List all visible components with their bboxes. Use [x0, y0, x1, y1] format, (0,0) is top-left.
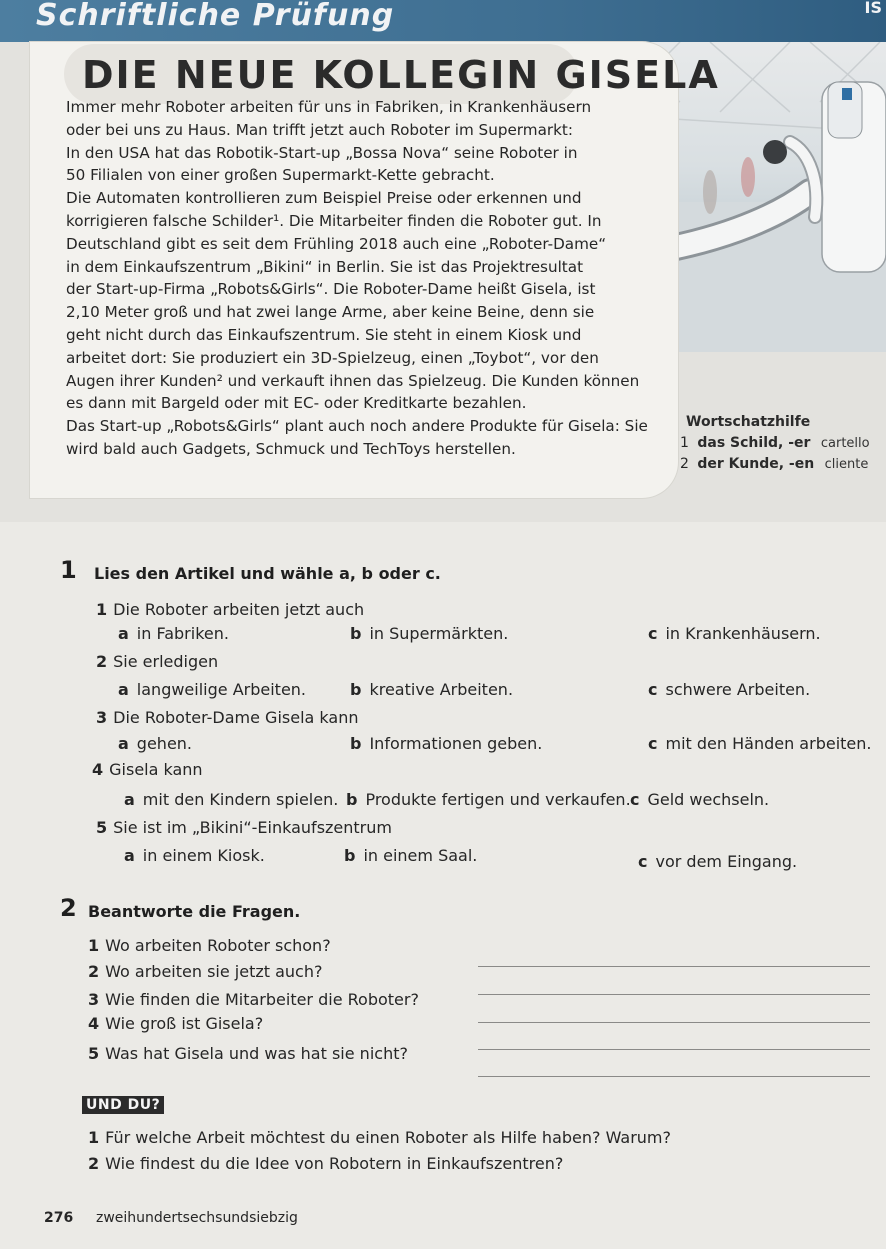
- vocabulary-title: Wortschatzhilfe: [686, 414, 811, 430]
- option-letter: a: [118, 680, 129, 699]
- header-bar: [0, 0, 886, 42]
- article-line: Augen ihrer Kunden² und verkauft ihnen das Spielzeug. Die Kunden können: [66, 371, 640, 390]
- option-letter: a: [118, 624, 129, 643]
- option-b[interactable]: [344, 846, 477, 865]
- question-text: Gisela kann: [109, 760, 203, 779]
- question-number: 2: [88, 962, 100, 981]
- option-c[interactable]: [630, 790, 769, 809]
- vocabulary-item: [680, 435, 880, 451]
- option-a[interactable]: [118, 734, 192, 753]
- vocabulary-translation: cliente: [824, 457, 869, 472]
- exercise-2-instruction: Beantworte die Fragen.: [88, 902, 301, 921]
- option-c[interactable]: [648, 734, 871, 753]
- question-text: Sie erledigen: [113, 652, 219, 671]
- question-number: 4: [92, 760, 104, 779]
- vocabulary-item: [680, 456, 880, 472]
- question-number: 5: [96, 818, 108, 837]
- exercise-2-question: [88, 936, 331, 955]
- answer-line[interactable]: [478, 994, 870, 995]
- option-text: Informationen geben.: [369, 734, 543, 753]
- option-c[interactable]: [648, 624, 821, 643]
- question-text: Die Roboter arbeiten jetzt auch: [113, 600, 365, 619]
- option-letter: a: [124, 846, 135, 865]
- option-text: in Supermärkten.: [369, 624, 509, 643]
- answer-line[interactable]: [478, 1049, 870, 1050]
- exercise-1-question: [96, 818, 392, 837]
- vocabulary-german: der Kunde, -en: [697, 456, 815, 472]
- option-letter: c: [630, 790, 640, 809]
- option-a[interactable]: [124, 846, 265, 865]
- page-number: 276: [44, 1210, 74, 1226]
- option-a[interactable]: [118, 624, 229, 643]
- exercise-2-question: [88, 1044, 408, 1063]
- question-number: 4: [88, 1014, 100, 1033]
- exercise-1-instruction: Lies den Artikel und wähle a, b oder c.: [94, 564, 441, 583]
- article-body: [66, 96, 648, 461]
- vocabulary-german: das Schild, -er: [697, 435, 811, 451]
- und-du-question: [88, 1154, 563, 1173]
- option-text: Geld wechseln.: [647, 790, 770, 809]
- option-b[interactable]: [346, 790, 631, 809]
- option-a[interactable]: [124, 790, 338, 809]
- exercise-1-question: [96, 600, 364, 619]
- vocabulary-number: 1: [680, 435, 689, 451]
- exercise-1-question: [92, 760, 203, 779]
- question-text: Sie ist im „Bikini“-Einkaufszentrum: [113, 818, 392, 837]
- question-number: 3: [88, 990, 100, 1009]
- article-line: es dann mit Bargeld oder mit EC- oder Kreditkarte bezahlen.: [66, 394, 527, 413]
- option-text: Produkte fertigen und verkaufen.: [365, 790, 631, 809]
- question-number: 1: [88, 1128, 100, 1147]
- article-line: Das Start-up „Robots&Girls“ plant auch noch andere Produkte für Gisela: Sie: [66, 417, 648, 436]
- vocabulary-translation: cartello: [820, 436, 870, 451]
- option-text: vor dem Eingang.: [655, 852, 798, 871]
- option-text: kreative Arbeiten.: [369, 680, 514, 699]
- option-c[interactable]: [638, 852, 797, 871]
- option-text: in Fabriken.: [136, 624, 229, 643]
- option-text: mit den Kindern spielen.: [142, 790, 339, 809]
- question-number: 3: [96, 708, 108, 727]
- option-text: in einem Saal.: [363, 846, 478, 865]
- option-letter: b: [350, 624, 362, 643]
- option-letter: c: [648, 734, 658, 753]
- exercise-2-question: [88, 990, 419, 1009]
- option-text: langweilige Arbeiten.: [136, 680, 307, 699]
- question-text: Wo arbeiten Roboter schon?: [105, 936, 331, 955]
- article-title: DIE NEUE KOLLEGIN GISELA: [82, 53, 720, 97]
- question-text: Für welche Arbeit möchtest du einen Roboter als Hilfe haben? Warum?: [105, 1128, 671, 1147]
- article-line: arbeitet dort: Sie produziert ein 3D-Spielzeug, einen „Toybot“, vor den: [66, 348, 599, 367]
- und-du-question: [88, 1128, 671, 1147]
- option-a[interactable]: [118, 680, 306, 699]
- article-line: In den USA hat das Robotik-Start-up „Bossa Nova“ seine Roboter in: [66, 143, 578, 162]
- article-line: Immer mehr Roboter arbeiten für uns in Fabriken, in Krankenhäusern: [66, 98, 592, 116]
- question-text: Wie findest du die Idee von Robotern in Einkaufszentren?: [105, 1154, 564, 1173]
- vocabulary-box: [680, 414, 880, 472]
- option-text: gehen.: [136, 734, 193, 753]
- article-line: Deutschland gibt es seit dem Frühling 2018 auch eine „Roboter-Dame“: [66, 234, 607, 253]
- option-b[interactable]: [350, 680, 513, 699]
- option-b[interactable]: [350, 734, 542, 753]
- article-line: 50 Filialen von einer großen Supermarkt-Kette gebracht.: [66, 166, 495, 185]
- option-letter: c: [638, 852, 648, 871]
- exercise-2-question: [88, 962, 322, 981]
- article-line: geht nicht durch das Einkaufszentrum. Sie steht in einem Kiosk und: [66, 325, 582, 344]
- und-du-label: UND DU?: [82, 1096, 164, 1114]
- answer-line[interactable]: [478, 1022, 870, 1023]
- article-line: korrigieren falsche Schilder¹. Die Mitarbeiter finden die Roboter gut. In: [66, 211, 602, 230]
- option-letter: c: [648, 680, 658, 699]
- option-text: in Krankenhäusern.: [665, 624, 821, 643]
- option-text: schwere Arbeiten.: [665, 680, 811, 699]
- option-c[interactable]: [648, 680, 810, 699]
- question-number: 5: [88, 1044, 100, 1063]
- answer-line[interactable]: [478, 1076, 870, 1077]
- article-line: 2,10 Meter groß und hat zwei lange Arme, aber keine Beine, denn sie: [66, 303, 595, 322]
- article-line: in dem Einkaufszentrum „Bikini“ in Berlin. Sie ist das Projektresultat: [66, 257, 584, 276]
- page-number-word: zweihundertsechsundsiebzig: [96, 1210, 298, 1226]
- question-text: Wie groß ist Gisela?: [105, 1014, 264, 1033]
- exercise-1-question: [96, 708, 358, 727]
- exercise-1-number: 1: [60, 556, 77, 584]
- option-letter: a: [118, 734, 129, 753]
- option-letter: b: [350, 680, 362, 699]
- option-text: mit den Händen arbeiten.: [665, 734, 872, 753]
- article-line: Die Automaten kontrollieren zum Beispiel Preise oder erkennen und: [66, 189, 582, 208]
- answer-line[interactable]: [478, 966, 870, 967]
- exercise-2-question: [88, 1014, 263, 1033]
- article-line: der Start-up-Firma „Robots&Girls“. Die Roboter-Dame heißt Gisela, ist: [66, 280, 596, 299]
- option-letter: b: [350, 734, 362, 753]
- question-text: Die Roboter-Dame Gisela kann: [113, 708, 359, 727]
- question-number: 2: [96, 652, 108, 671]
- question-text: Wie finden die Mitarbeiter die Roboter?: [105, 990, 419, 1009]
- vocabulary-number: 2: [680, 456, 689, 472]
- article-line: wird bald auch Gadgets, Schmuck und TechToys herstellen.: [66, 439, 516, 458]
- option-letter: b: [346, 790, 358, 809]
- header-title: Schriftliche Prüfung: [36, 0, 395, 33]
- exercise-2-number: 2: [60, 894, 77, 922]
- question-text: Was hat Gisela und was hat sie nicht?: [105, 1044, 408, 1063]
- header-corner-text: IS: [864, 0, 882, 17]
- question-text: Wo arbeiten sie jetzt auch?: [105, 962, 323, 981]
- option-text: in einem Kiosk.: [142, 846, 265, 865]
- option-letter: c: [648, 624, 658, 643]
- option-b[interactable]: [350, 624, 508, 643]
- question-number: 1: [96, 600, 108, 619]
- question-number: 2: [88, 1154, 100, 1173]
- question-number: 1: [88, 936, 100, 955]
- option-letter: b: [344, 846, 356, 865]
- option-letter: a: [124, 790, 135, 809]
- exercise-1-question: [96, 652, 218, 671]
- article-line: oder bei uns zu Haus. Man trifft jetzt auch Roboter im Supermarkt:: [66, 120, 574, 139]
